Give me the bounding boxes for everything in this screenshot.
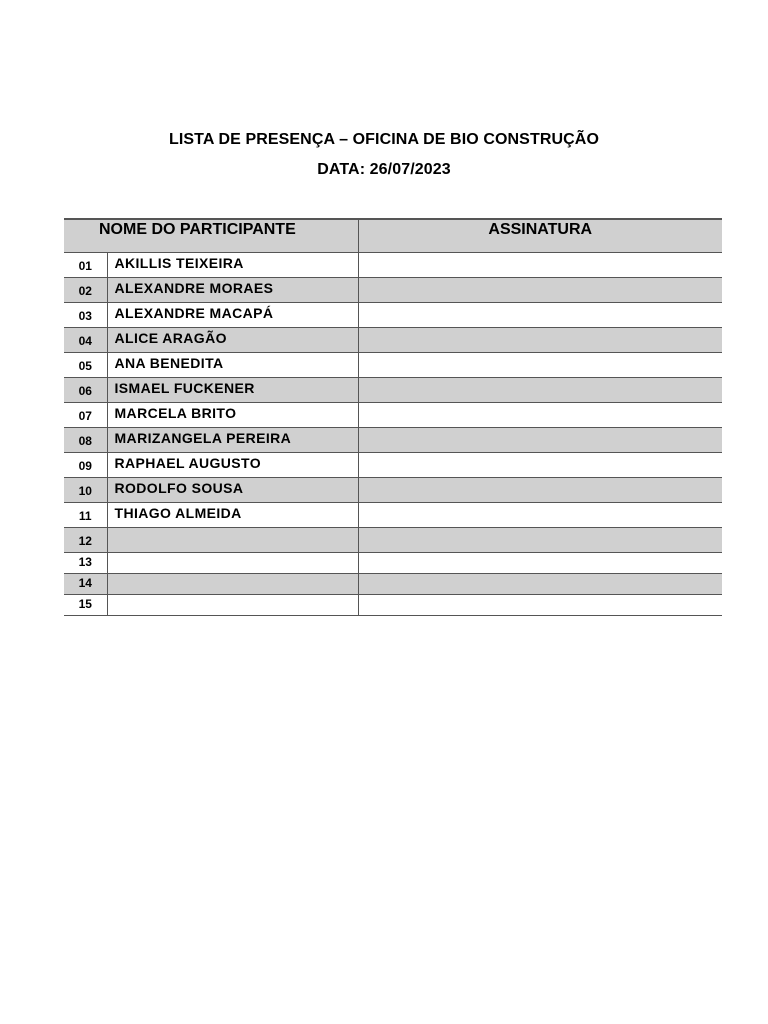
row-number: 08: [64, 428, 107, 453]
row-number: 06: [64, 378, 107, 403]
table-header-row: [64, 219, 722, 253]
signature-header: ASSINATURA: [358, 219, 722, 253]
participant-name: ANA BENEDITA: [107, 353, 358, 378]
signature-cell[interactable]: [358, 328, 722, 353]
participant-name: RAPHAEL AUGUSTO: [107, 453, 358, 478]
signature-cell[interactable]: [358, 403, 722, 428]
signature-cell[interactable]: [358, 574, 722, 595]
signature-cell[interactable]: [358, 378, 722, 403]
signature-cell[interactable]: [358, 303, 722, 328]
attendance-table: [64, 218, 722, 616]
row-number: 02: [64, 278, 107, 303]
table-row: [64, 428, 722, 453]
row-number: 05: [64, 353, 107, 378]
table-row: [64, 328, 722, 353]
participant-name: ISMAEL FUCKENER: [107, 378, 358, 403]
table-row: [64, 378, 722, 403]
signature-cell[interactable]: [358, 528, 722, 553]
signature-cell[interactable]: [358, 478, 722, 503]
table-row: [64, 253, 722, 278]
participant-name[interactable]: [107, 528, 358, 553]
participant-name-header: NOME DO PARTICIPANTE: [64, 219, 358, 253]
participant-name: MARCELA BRITO: [107, 403, 358, 428]
table-row: [64, 278, 722, 303]
participant-name: MARIZANGELA PEREIRA: [107, 428, 358, 453]
row-number: 03: [64, 303, 107, 328]
row-number: 10: [64, 478, 107, 503]
participant-name: RODOLFO SOUSA: [107, 478, 358, 503]
signature-cell[interactable]: [358, 595, 722, 616]
signature-cell[interactable]: [358, 453, 722, 478]
row-number: 12: [64, 528, 107, 553]
page-title: LISTA DE PRESENÇA – OFICINA DE BIO CONSTRUÇÃO: [168, 131, 599, 148]
signature-cell[interactable]: [358, 503, 722, 528]
row-number: 04: [64, 328, 107, 353]
participant-name: ALICE ARAGÃO: [107, 328, 358, 353]
table-row: [64, 574, 722, 595]
row-number: 13: [64, 553, 107, 574]
table-row: [64, 403, 722, 428]
table-row: [64, 478, 722, 503]
signature-cell[interactable]: [358, 278, 722, 303]
participant-name: ALEXANDRE MORAES: [107, 278, 358, 303]
participant-name[interactable]: [107, 595, 358, 616]
table-row: [64, 528, 722, 553]
date-label: DATA: 26/07/2023: [317, 161, 451, 178]
participant-name[interactable]: [107, 574, 358, 595]
signature-cell[interactable]: [358, 353, 722, 378]
table-row: [64, 553, 722, 574]
row-number: 01: [64, 253, 107, 278]
participant-name[interactable]: [107, 553, 358, 574]
row-number: 15: [64, 595, 107, 616]
participant-name: AKILLIS TEIXEIRA: [107, 253, 358, 278]
table-row: [64, 353, 722, 378]
table-row: [64, 303, 722, 328]
row-number: 11: [64, 503, 107, 528]
row-number: 07: [64, 403, 107, 428]
signature-cell[interactable]: [358, 553, 722, 574]
table-row: [64, 595, 722, 616]
signature-cell[interactable]: [358, 428, 722, 453]
signature-cell[interactable]: [358, 253, 722, 278]
row-number: 14: [64, 574, 107, 595]
row-number: 09: [64, 453, 107, 478]
table-row: [64, 503, 722, 528]
table-row: [64, 453, 722, 478]
participant-name: THIAGO ALMEIDA: [107, 503, 358, 528]
participant-name: ALEXANDRE MACAPÁ: [107, 303, 358, 328]
